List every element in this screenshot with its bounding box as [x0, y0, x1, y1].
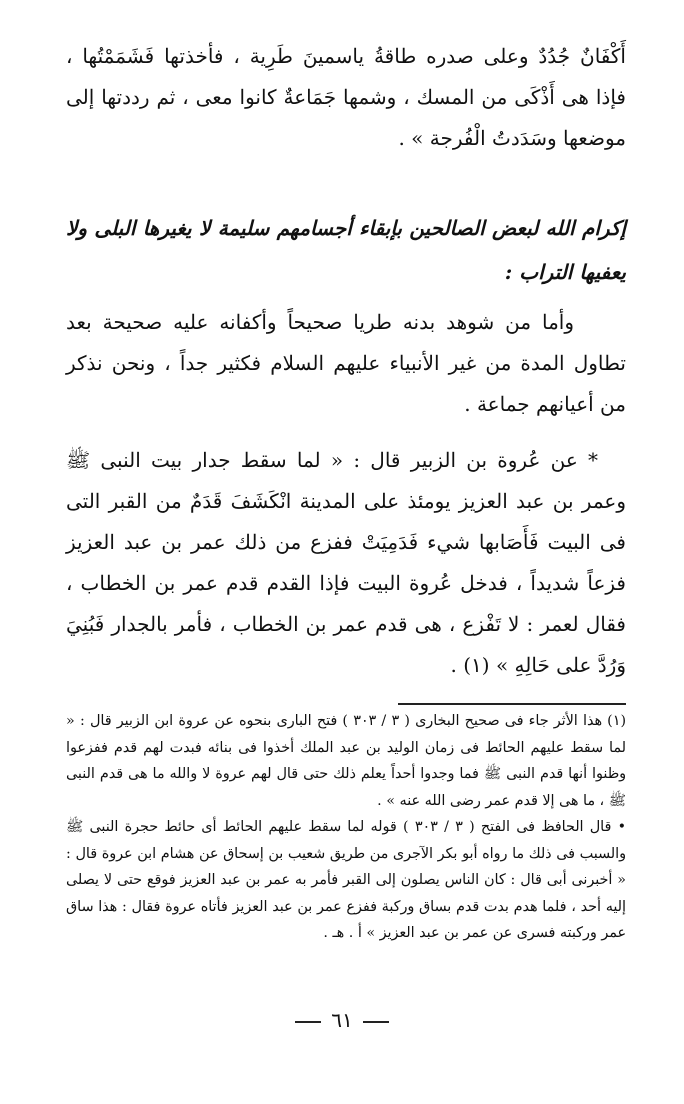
dash-right-icon [363, 1021, 389, 1023]
footnote-2: • قال الحافظ فى الفتح ( ٣ / ٣٠٣ ) قوله لما سقط عليهم الحائط أى حائط حجرة النبى ﷺ والسبب فى ذلك ما رواه أبو بكر الآجرى من طريق شعيب بن إسحاق عن هشام ابن عروة قال : « أخبرنى أبى قال : كان الناس يصلون إلى القبر فأمر به عمر بن عبد العزيز فوقع حتى لا يصلى إليه أحد ، فلما هدم بدت قدم بساق وركبة ففزع عمر بن عبد العزيز فأتاه عروة فقال : هذا ساق عمر وركبته فسرى عن عمر بن عبد العزيز » أ . هـ . [66, 819, 627, 941]
paragraph-narration: * عن عُروة بن الزبير قال : « لما سقط جدار بيت النبى ﷺ وعمر بن عبد العزيز يومئذ على المدينة انْكَشَفَ قَدَمٌ من القبر التى فى البيت فَأَصَابها شيء فَدَمِيَتْ ففزع من ذلك عمر بن عبد العزيز فزعاً شديداً ، فدخل عُروة البيت فإذا القدم قدم عمر بن الخطاب ، فقال لعمر : لا تَفْزع ، هى قدم عمر بن الخطاب ، فأمر بالجدار فَبُنِيَ وَرُدَّ على حَالِهِ » (١) . [66, 448, 626, 677]
footnotes [66, 708, 626, 947]
dash-left-icon [295, 1021, 321, 1023]
paragraph-continuation: أَكْفَانٌ جُدُدٌ وعلى صدره طاقةُ ياسمينَ طَرِية ، فأخذتها فَشَمَمْتُها ، فإذا هى أَذْكَى من المسك ، وشمها جَمَاعةٌ كانوا معى ، ثم رددتها إلى موضعها وسَدَدتُ الْفُرجة » . [66, 44, 626, 150]
footnote-separator [398, 703, 626, 705]
paragraph-intro: وأما من شوهد بدنه طريا صحيحاً وأكفانه عليه صحيحة بعد تطاول المدة من غير الأنبياء عليهم السلام فكثير جداً ، ونحن نذكر من أعيانهم جماعة . [66, 310, 626, 416]
section-heading: إكرام الله لبعض الصالحين بإبقاء أجسامهم سليمة لا يغيرها البلى ولا يعفيها التراب : [66, 216, 626, 284]
page-number: ٦١ [331, 1008, 353, 1032]
page-number-container [0, 1005, 684, 1035]
footnote-1: (١) هذا الأثر جاء فى صحيح البخارى ( ٣ / ٣٠٣ ) فتح البارى بنحوه عن عروة ابن الزبير قال : « لما سقط عليهم الحائط فى زمان الوليد بن عبد الملك أخذوا فى بنائه فبدت لهم قدم ففزعوا وظنوا أنها قدم النبى ﷺ فما وجدوا أحداً يعلم ذلك حتى قال لهم عروة لا والله ما هى قدم النبى ﷺ ، ما هى إلا قدم عمر رضى الله عنه » . [66, 713, 627, 809]
